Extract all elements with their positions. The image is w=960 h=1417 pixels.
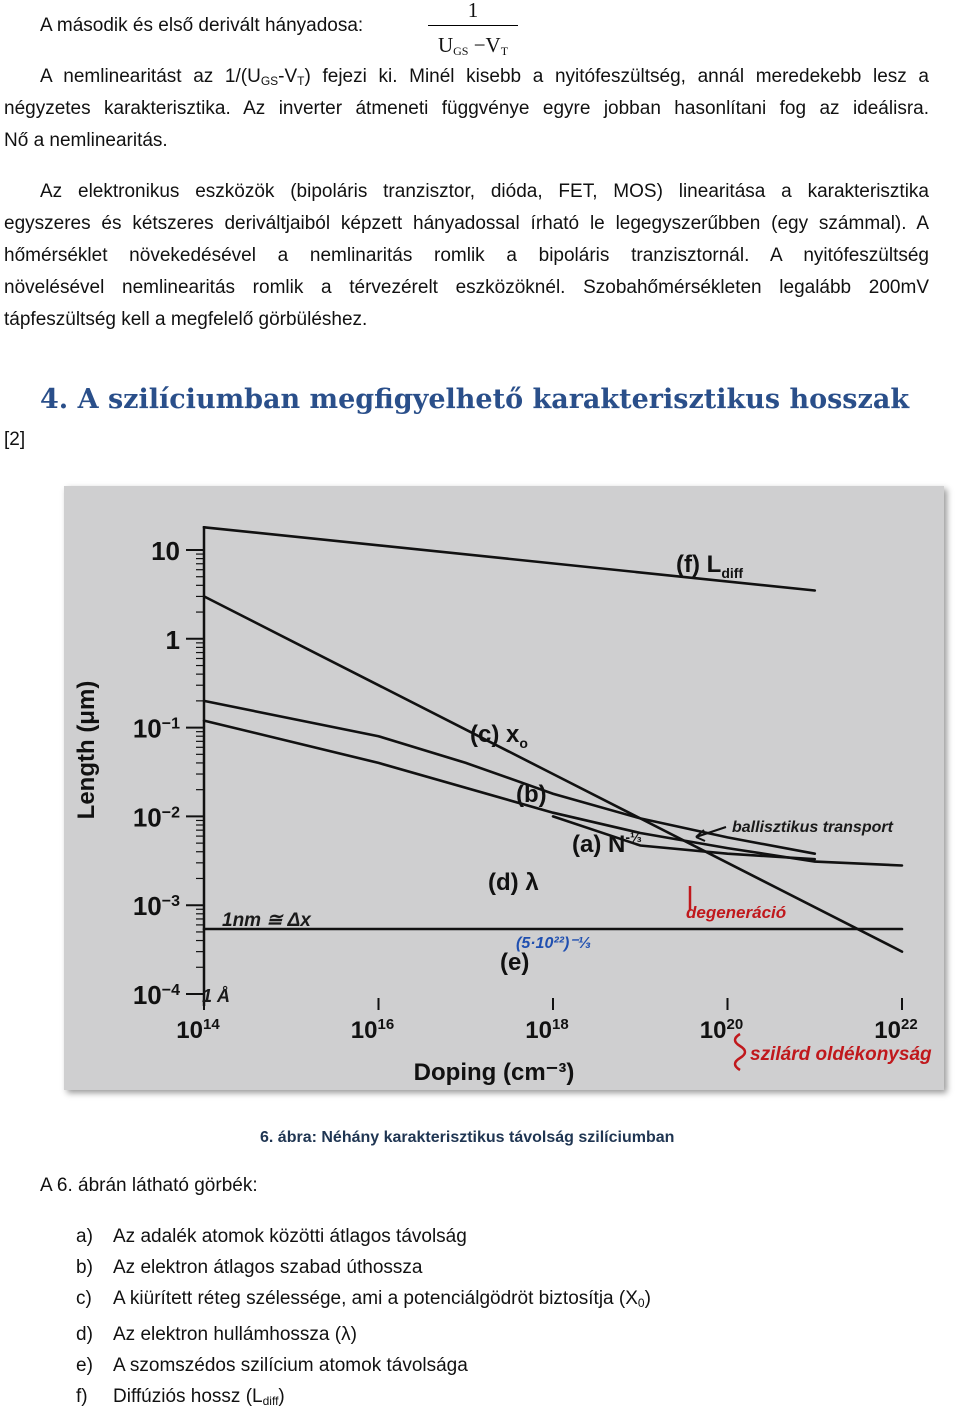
annotation-4: 1 Å bbox=[202, 986, 231, 1006]
para2-line1: Az elektronikus eszközök (bipoláris tranzisztor, dióda, FET, MOS) linearitása a karakterisztika bbox=[40, 181, 929, 202]
chart-curves bbox=[204, 527, 902, 951]
y-tick-label-4: $10^{-3}$ bbox=[132, 891, 180, 922]
formula-u-sub: GS bbox=[453, 44, 469, 58]
figure-6 bbox=[64, 486, 944, 1090]
para1-line2: négyzetes karakterisztika. Az inverter átmeneti függvénye egyre jobban hasonlítani fog az ideálisra. bbox=[4, 98, 929, 119]
figure-caption: 6. ábra: Néhány karakterisztikus távolság szilíciumban bbox=[260, 1129, 675, 1146]
reference-tag: [2] bbox=[4, 429, 26, 450]
list-label: e) bbox=[76, 1355, 93, 1376]
list-text: Az adalék atomok közötti átlagos távolság bbox=[113, 1226, 467, 1247]
section-number: 4. bbox=[40, 384, 69, 415]
formula-numerator: 1 bbox=[467, 0, 479, 22]
list-item bbox=[76, 1252, 651, 1283]
para1-line1 bbox=[40, 61, 929, 97]
x-tick-label-4: $10^{22}$ bbox=[874, 1016, 918, 1044]
annotation-0: ballisztikus transport bbox=[732, 819, 893, 836]
list-item bbox=[76, 1350, 651, 1381]
x-tick-label-1: $10^{16}$ bbox=[350, 1016, 395, 1044]
para1-post: ) fejezi ki. Minél kisebb a nyitófeszültség, annál meredekebb lesz a bbox=[304, 66, 929, 87]
formula-u: U bbox=[437, 33, 454, 57]
list-text: A szomszédos szilícium atomok távolsága bbox=[113, 1355, 468, 1376]
para1-sub1: GS bbox=[260, 74, 279, 88]
para1-sub2: T bbox=[297, 74, 305, 88]
section-title: A szilíciumban megfigyelhető karakterisztikus hosszak bbox=[77, 384, 910, 415]
y-tick-label-2: $10^{-1}$ bbox=[132, 713, 180, 744]
y-tick-label-1: 1 bbox=[165, 624, 180, 655]
curve-list bbox=[76, 1221, 651, 1417]
series-line-1 bbox=[204, 596, 902, 951]
list-sub: diff bbox=[262, 1394, 279, 1408]
x-axis-label: Doping (cm⁻³) bbox=[413, 1059, 575, 1086]
list-item bbox=[76, 1283, 651, 1319]
list-tail: ) bbox=[278, 1386, 285, 1407]
x-tick-label-2: $10^{18}$ bbox=[525, 1016, 569, 1044]
list-label: c) bbox=[76, 1288, 92, 1309]
list-text: Az elektron hullámhossza (λ) bbox=[113, 1324, 357, 1345]
para2-line3: hőmérséklet növekedésével a nemlinaritás romlik a bipoláris tranzisztornál. A nyitófeszültség bbox=[4, 245, 929, 266]
formula-v: V bbox=[485, 33, 501, 57]
list-label: a) bbox=[76, 1226, 93, 1247]
formula-v-sub: T bbox=[500, 44, 509, 58]
series-label-5: (e) bbox=[500, 949, 530, 976]
series-label-4: (d) λ bbox=[488, 869, 539, 896]
formula-minus: − bbox=[473, 33, 486, 57]
list-text: Diffúziós hossz (L bbox=[113, 1386, 263, 1407]
annotation-2: degeneráció bbox=[686, 903, 787, 922]
formula bbox=[428, 0, 518, 59]
list-label: f) bbox=[76, 1386, 88, 1407]
para1-mid: -V bbox=[278, 66, 298, 87]
para2-line5: tápfeszültség kell a megfelelő görbüléshez. bbox=[4, 309, 368, 330]
x-tick-label-0: $10^{14}$ bbox=[176, 1016, 220, 1044]
y-axis-label: Length (μm) bbox=[73, 680, 100, 820]
para2-line2: egyszeres és kétszeres deriváltjaiból képzett hányadossal írható le legegyszerűbben (egy számmal). A bbox=[4, 213, 929, 234]
list-sub: 0 bbox=[637, 1296, 645, 1310]
ratio-label: A második és első derivált hányadosa: bbox=[40, 15, 364, 36]
series-label-3: (a) $N^{-\frac{1}{3}}$ bbox=[572, 829, 642, 858]
annotation-5: szilárd oldékonyság bbox=[750, 1044, 932, 1065]
series-line-0 bbox=[204, 527, 815, 590]
series-label-1: (c) $x_o$ bbox=[470, 721, 528, 751]
list-tail: ) bbox=[644, 1288, 651, 1309]
list-label: b) bbox=[76, 1257, 93, 1278]
y-tick-label-5: $10^{-4}$ bbox=[132, 980, 180, 1010]
list-item bbox=[76, 1381, 651, 1417]
x-tick-label-3: $10^{20}$ bbox=[699, 1016, 744, 1044]
chart-labels bbox=[73, 551, 932, 1086]
y-tick-label-3: $10^{-2}$ bbox=[132, 802, 180, 833]
list-label: d) bbox=[76, 1324, 93, 1345]
formula-denominator bbox=[428, 25, 518, 59]
list-text: Az elektron átlagos szabad úthossza bbox=[113, 1257, 423, 1278]
annotation-3: 1nm ≅ Δx bbox=[222, 910, 311, 931]
length-vs-doping-chart bbox=[64, 486, 944, 1090]
list-text: A kiürített réteg szélessége, ami a potenciálgödröt biztosítja (X bbox=[113, 1288, 638, 1309]
curves-intro: A 6. ábrán látható görbék: bbox=[40, 1175, 258, 1196]
para2-line4: növelésével nemlinearitás romlik a térvezérelt eszközöknél. Szobahőmérsékleten legalább 200mV bbox=[4, 277, 929, 298]
para1-line3: Nő a nemlinearitás. bbox=[4, 130, 168, 151]
section-heading bbox=[40, 384, 909, 415]
para1-pre: A nemlinearitást az 1/(U bbox=[40, 66, 261, 87]
solubility-brace bbox=[735, 1034, 745, 1070]
list-item bbox=[76, 1319, 651, 1350]
y-tick-label-0: 10 bbox=[151, 536, 180, 566]
annotation-1: (5·10²²)⁻⅓ bbox=[516, 935, 592, 952]
series-label-0: (f) $L_{diff}$ bbox=[676, 551, 744, 581]
list-item bbox=[76, 1221, 651, 1252]
series-label-2: (b) bbox=[516, 781, 547, 808]
